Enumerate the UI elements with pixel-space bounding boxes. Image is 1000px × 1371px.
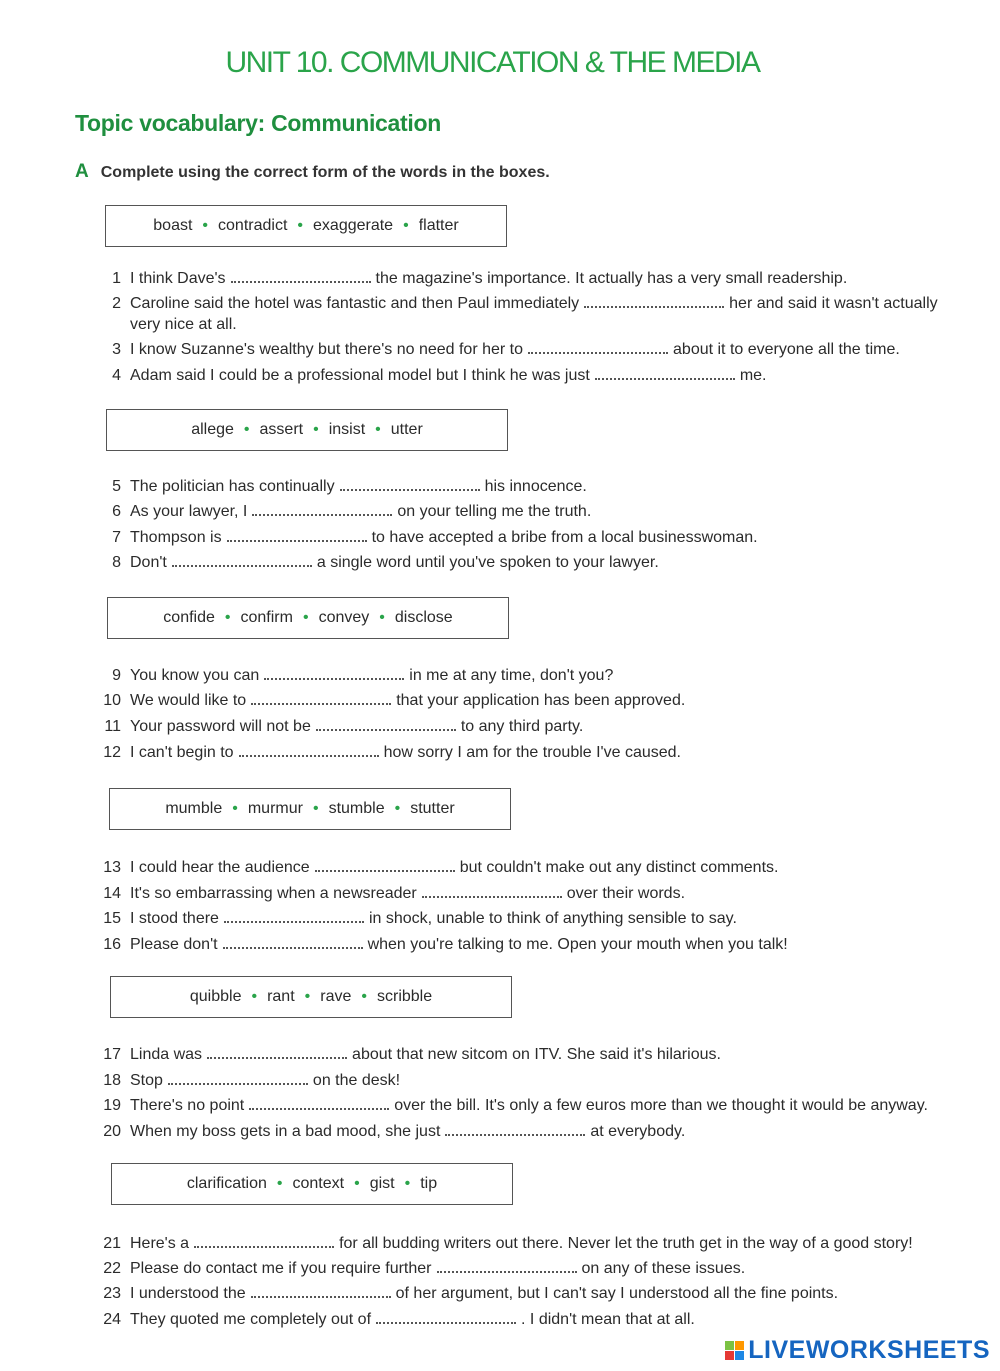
item-text bbox=[130, 690, 962, 711]
item-number: 18 bbox=[103, 1072, 121, 1089]
item-number: 10 bbox=[103, 692, 121, 709]
bullet-dot-icon: • bbox=[379, 609, 385, 626]
answer-blank[interactable] bbox=[376, 1310, 516, 1324]
exercise-item bbox=[92, 365, 962, 386]
word-box bbox=[106, 409, 508, 451]
word-box bbox=[110, 976, 512, 1018]
item-text bbox=[130, 716, 962, 737]
word-box bbox=[109, 788, 511, 830]
bullet-dot-icon: • bbox=[224, 609, 231, 626]
bullet-dot-icon: • bbox=[361, 988, 367, 1005]
item-text bbox=[130, 1258, 962, 1279]
bullet-dot-icon: • bbox=[276, 1175, 283, 1192]
item-text bbox=[130, 552, 962, 573]
answer-blank[interactable] bbox=[224, 909, 364, 923]
unit-title: UNIT 10. COMMUNICATION & THE MEDIA bbox=[225, 46, 760, 79]
exercise-item bbox=[92, 1121, 962, 1142]
item-text-before: I stood there bbox=[130, 910, 219, 927]
item-text-before: I know Suzanne's wealthy but there's no need for her to bbox=[130, 341, 524, 358]
exercise-item bbox=[92, 742, 962, 763]
bullet-dot-icon: • bbox=[243, 421, 250, 438]
exercise-item bbox=[92, 476, 962, 497]
item-text-after: . I didn't mean that at all. bbox=[521, 1311, 695, 1328]
exercise-item bbox=[92, 1309, 962, 1330]
item-text-after: the magazine's importance. It actually has a very small readership. bbox=[375, 270, 848, 287]
exercise-item bbox=[92, 1258, 962, 1279]
bullet-dot-icon: • bbox=[297, 217, 304, 234]
topic-heading: Topic vocabulary: Communication bbox=[75, 110, 441, 136]
item-text-after: at everybody. bbox=[590, 1123, 686, 1140]
item-text-after: in shock, unable to think of anything sensible to say. bbox=[368, 910, 737, 927]
item-text-after: her and said it wasn't actually very nice at all. bbox=[130, 295, 938, 333]
word-box bbox=[107, 597, 509, 639]
vocab-word: flatter bbox=[418, 217, 459, 234]
item-text bbox=[130, 1044, 962, 1065]
exercise-item bbox=[92, 716, 962, 737]
bullet-dot-icon: • bbox=[375, 421, 381, 438]
item-text-before: I could hear the audience bbox=[130, 859, 310, 876]
item-number: 12 bbox=[103, 744, 121, 761]
item-text-before: We would like to bbox=[130, 692, 247, 709]
section-letter: A bbox=[75, 161, 89, 182]
item-number: 2 bbox=[112, 295, 121, 312]
item-text-after: on the desk! bbox=[312, 1072, 401, 1089]
vocab-word: rant bbox=[267, 988, 295, 1005]
item-text-after: a single word until you've spoken to your lawyer. bbox=[316, 554, 659, 571]
vocab-word: context bbox=[292, 1175, 345, 1192]
vocab-word: insist bbox=[328, 421, 366, 438]
item-text bbox=[130, 1309, 962, 1330]
exercise-item bbox=[92, 857, 962, 878]
exercise-item bbox=[92, 1070, 962, 1091]
vocab-word: stutter bbox=[410, 800, 455, 817]
vocab-word: convey bbox=[318, 609, 370, 626]
item-text bbox=[130, 883, 962, 904]
item-number: 14 bbox=[103, 885, 121, 902]
item-text-before: Stop bbox=[130, 1072, 163, 1089]
item-text bbox=[130, 742, 962, 763]
item-text-after: in me at any time, don't you? bbox=[409, 667, 614, 684]
vocab-word: assert bbox=[259, 421, 304, 438]
answer-blank[interactable] bbox=[249, 1096, 389, 1110]
bullet-dot-icon: • bbox=[354, 1175, 360, 1192]
exercise-item bbox=[92, 552, 962, 573]
item-text-before: Please do contact me if you require further bbox=[130, 1260, 432, 1277]
item-text-after: that your application has been approved. bbox=[396, 692, 686, 709]
item-text-before: The politician has continually bbox=[130, 478, 335, 495]
item-text-before: There's no point bbox=[130, 1097, 245, 1114]
item-number: 24 bbox=[103, 1311, 121, 1328]
item-number: 20 bbox=[103, 1123, 121, 1140]
answer-blank[interactable] bbox=[584, 294, 724, 308]
item-text-before: Thompson is bbox=[130, 529, 222, 546]
answer-blank[interactable] bbox=[172, 553, 312, 567]
item-text-after: his innocence. bbox=[484, 478, 587, 495]
vocab-word: tip bbox=[420, 1175, 438, 1192]
exercise-item bbox=[92, 339, 962, 360]
answer-blank[interactable] bbox=[316, 717, 456, 731]
vocab-word: utter bbox=[390, 421, 423, 438]
exercise-item bbox=[92, 665, 962, 686]
item-text-before: Caroline said the hotel was fantastic and then Paul immediately bbox=[130, 295, 580, 312]
item-text bbox=[130, 365, 962, 386]
item-text bbox=[130, 1070, 962, 1091]
vocab-word: mumble bbox=[165, 800, 223, 817]
item-text bbox=[130, 1121, 962, 1142]
bullet-dot-icon: • bbox=[312, 800, 319, 817]
item-number: 16 bbox=[103, 936, 121, 953]
bullet-dot-icon: • bbox=[202, 217, 209, 234]
item-text-after: me. bbox=[739, 367, 767, 384]
exercise-item bbox=[92, 883, 962, 904]
answer-blank[interactable] bbox=[437, 1259, 577, 1273]
exercise-item bbox=[92, 1095, 962, 1116]
vocab-word: allege bbox=[191, 421, 234, 438]
item-number: 5 bbox=[112, 478, 121, 495]
item-text-before: I understood the bbox=[130, 1285, 246, 1302]
answer-blank[interactable] bbox=[264, 666, 404, 680]
item-text-after: when you're talking to me. Open your mouth when you talk! bbox=[367, 936, 788, 953]
item-number: 23 bbox=[103, 1285, 121, 1302]
instruction-text: Complete using the correct form of the words in the boxes. bbox=[100, 164, 550, 181]
answer-blank[interactable] bbox=[227, 528, 367, 542]
exercise-item bbox=[92, 1233, 962, 1254]
item-text-before: When my boss gets in a bad mood, she just bbox=[130, 1123, 441, 1140]
exercise-item bbox=[92, 1044, 962, 1065]
item-text bbox=[130, 476, 962, 497]
item-text-after: but couldn't make out any distinct comments. bbox=[459, 859, 779, 876]
item-text-before: I think Dave's bbox=[130, 270, 226, 287]
exercise-item bbox=[92, 268, 962, 289]
item-text-after: over their words. bbox=[566, 885, 686, 902]
answer-blank[interactable] bbox=[252, 502, 392, 516]
item-text-before: They quoted me completely out of bbox=[130, 1311, 372, 1328]
item-number: 11 bbox=[104, 718, 121, 735]
exercise-item bbox=[92, 527, 962, 548]
item-text bbox=[130, 501, 962, 522]
answer-blank[interactable] bbox=[422, 884, 562, 898]
item-text-before: Your password will not be bbox=[130, 718, 311, 735]
item-text bbox=[130, 908, 962, 929]
answer-blank[interactable] bbox=[251, 691, 391, 705]
vocab-word: clarification bbox=[186, 1175, 267, 1192]
item-text-after: of her argument, but I can't say I understood all the fine points. bbox=[395, 1285, 839, 1302]
item-text bbox=[130, 1283, 962, 1304]
bullet-dot-icon: • bbox=[304, 988, 311, 1005]
vocab-word: gist bbox=[369, 1175, 395, 1192]
item-text-before: Please don't bbox=[130, 936, 218, 953]
item-text bbox=[130, 1095, 962, 1116]
bullet-dot-icon: • bbox=[394, 800, 401, 817]
item-text-before: It's so embarrassing when a newsreader bbox=[130, 885, 417, 902]
answer-blank[interactable] bbox=[595, 366, 735, 380]
item-text bbox=[130, 268, 962, 289]
bullet-dot-icon: • bbox=[251, 988, 258, 1005]
item-number: 3 bbox=[112, 341, 121, 358]
item-text bbox=[130, 857, 962, 878]
item-text bbox=[130, 527, 962, 548]
vocab-word: scribble bbox=[377, 988, 433, 1005]
answer-blank[interactable] bbox=[315, 858, 455, 872]
answer-blank[interactable] bbox=[223, 935, 363, 949]
bullet-dot-icon: • bbox=[404, 1175, 411, 1192]
bullet-dot-icon: • bbox=[232, 800, 238, 817]
exercise-item bbox=[92, 501, 962, 522]
exercise-item bbox=[92, 934, 962, 955]
item-text bbox=[130, 339, 962, 360]
section-instruction bbox=[75, 161, 550, 183]
item-number: 17 bbox=[103, 1046, 121, 1063]
vocab-word: rave bbox=[320, 988, 352, 1005]
vocab-word: exaggerate bbox=[313, 217, 394, 234]
vocab-word: contradict bbox=[218, 217, 288, 234]
item-number: 6 bbox=[112, 503, 121, 520]
item-text-after: about it to everyone all the time. bbox=[673, 341, 900, 358]
item-text-before: Adam said I could be a professional model but I think he was just bbox=[130, 367, 590, 384]
item-text bbox=[130, 934, 962, 955]
vocab-word: disclose bbox=[394, 609, 453, 626]
brand-name: LIVEWORKSHEETS bbox=[748, 1336, 990, 1364]
exercise-item bbox=[92, 908, 962, 929]
vocab-word: confirm bbox=[240, 609, 293, 626]
answer-blank[interactable] bbox=[251, 1284, 391, 1298]
item-number: 15 bbox=[103, 910, 121, 927]
item-number: 1 bbox=[112, 270, 121, 287]
answer-blank[interactable] bbox=[207, 1045, 347, 1059]
answer-blank[interactable] bbox=[194, 1234, 334, 1248]
exercise-item bbox=[92, 1283, 962, 1304]
liveworksheets-brand bbox=[725, 1336, 990, 1365]
vocab-word: confide bbox=[163, 609, 215, 626]
answer-blank[interactable] bbox=[231, 269, 371, 283]
item-number: 21 bbox=[103, 1235, 121, 1252]
item-text-after: how sorry I am for the trouble I've caused. bbox=[383, 744, 681, 761]
word-box bbox=[105, 205, 507, 247]
item-number: 22 bbox=[103, 1260, 121, 1277]
vocab-word: stumble bbox=[328, 800, 385, 817]
liveworksheets-logo-icon bbox=[725, 1341, 744, 1360]
exercise-item bbox=[92, 293, 962, 335]
item-number: 4 bbox=[112, 367, 121, 384]
item-text-after: on any of these issues. bbox=[581, 1260, 746, 1277]
answer-blank[interactable] bbox=[239, 743, 379, 757]
item-text-before: I can't begin to bbox=[130, 744, 234, 761]
item-number: 8 bbox=[112, 554, 121, 571]
item-text-after: over the bill. It's only a few euros more than we thought it would be anyway. bbox=[394, 1097, 928, 1114]
answer-blank[interactable] bbox=[528, 340, 668, 354]
item-number: 9 bbox=[112, 667, 121, 684]
item-text-before: As your lawyer, I bbox=[130, 503, 248, 520]
item-text bbox=[130, 293, 962, 335]
item-text bbox=[130, 1233, 962, 1254]
vocab-word: murmur bbox=[247, 800, 303, 817]
bullet-dot-icon: • bbox=[313, 421, 319, 438]
item-number: 13 bbox=[103, 859, 121, 876]
item-text-before: Don't bbox=[130, 554, 167, 571]
item-text-before: Linda was bbox=[130, 1046, 203, 1063]
vocab-word: boast bbox=[153, 217, 193, 234]
item-number: 7 bbox=[112, 529, 121, 546]
exercise-item bbox=[92, 690, 962, 711]
vocab-word: quibble bbox=[189, 988, 242, 1005]
bullet-dot-icon: • bbox=[302, 609, 309, 626]
answer-blank[interactable] bbox=[168, 1071, 308, 1085]
item-text-after: for all budding writers out there. Never let the truth get in the way of a good story! bbox=[339, 1235, 913, 1252]
answer-blank[interactable] bbox=[340, 477, 480, 491]
item-text-after: about that new sitcom on ITV. She said it's hilarious. bbox=[352, 1046, 721, 1063]
bullet-dot-icon: • bbox=[403, 217, 409, 234]
item-text-after: to have accepted a bribe from a local businesswoman. bbox=[371, 529, 758, 546]
item-text-before: You know you can bbox=[130, 667, 260, 684]
item-number: 19 bbox=[103, 1097, 121, 1114]
item-text-before: Here's a bbox=[130, 1235, 190, 1252]
answer-blank[interactable] bbox=[445, 1122, 585, 1136]
item-text-after: to any third party. bbox=[460, 718, 584, 735]
item-text bbox=[130, 665, 962, 686]
item-text-after: on your telling me the truth. bbox=[397, 503, 592, 520]
word-box bbox=[111, 1163, 513, 1205]
